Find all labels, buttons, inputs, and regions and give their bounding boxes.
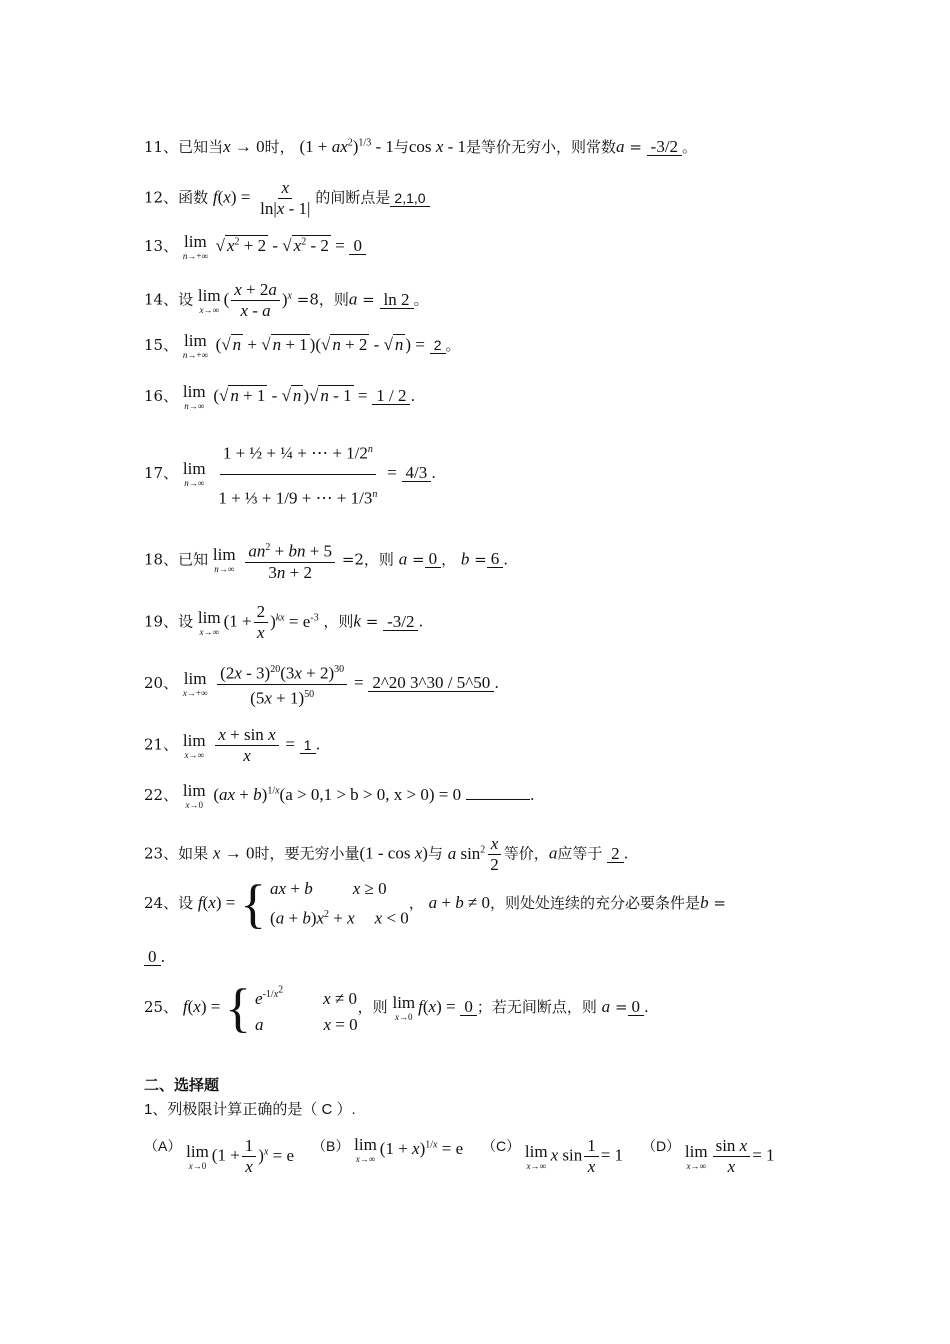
answer-blank: 0 bbox=[460, 999, 477, 1016]
answer-blank: -3/2 bbox=[383, 614, 418, 631]
option-d: （D） lim x→∞ $\frac{\text{sin x}}{x}$ = 1 bbox=[642, 1136, 775, 1176]
problem-15: 15、 lim n→+∞ (√ n + √ n + 1 )(√ n + 2 - √ n ) = 2 。 bbox=[144, 331, 461, 360]
problem-24-cont: 0 . bbox=[144, 948, 165, 966]
answer-blank: 1 bbox=[300, 737, 316, 754]
option-c: （C） lim x→∞ x sin $\frac{1}{x}$ = 1 bbox=[482, 1136, 624, 1176]
answer-blank bbox=[466, 799, 530, 800]
problem-25: 25、 f(x) = { $e^{-1/x^2}$ x ≠ 0 a x = 0 ，则 lim x→0 f(x) = 0 ；若无间断点，则 a = 0 . bbox=[144, 977, 649, 1038]
answer-blank: 2^20 3^30 / 5^50 bbox=[368, 675, 494, 692]
answer-blank: 1 / 2 bbox=[372, 388, 410, 405]
answer-blank: -3/2 bbox=[647, 139, 682, 156]
answer-blank: 0 bbox=[144, 949, 161, 966]
problem-24: 24、设 f(x) = { ax + b x ≥ 0 $(a + b)x^2 + x$ x < 0 ， a + b ≠ 0，则处处连续的充分必要条件是b = bbox=[144, 873, 726, 934]
problem-18: 18、已知 lim n→∞ $\frac{an^2 + bn + 5}{3n + 2}$ =2，则 a = 0 ， b = 6 . bbox=[144, 538, 508, 583]
question-1: 1、列极限计算正确的是（ C ）. bbox=[144, 1101, 356, 1118]
answer-blank: 4/3 bbox=[402, 465, 432, 482]
problem-12: 12、函数 f(x) = $\frac{x}{\ln|x - 1|}$ 的间断点是 2,1,0 bbox=[144, 178, 430, 219]
section-heading: 二、选择题 bbox=[144, 1077, 220, 1094]
option-b: （B） lim x→∞ $(1 + x)^{1/x} = e$ bbox=[312, 1135, 464, 1164]
problem-17: 17、 lim n→∞ $\frac{1 + \frac{1}{2} + \frac{1}{4} + \cdots + 1/2^n}{1 + \frac{1}{3} + 1/9 + \cdots + 1/3^n}$ = 4/3 . bbox=[144, 430, 436, 518]
answer-blank: 0 bbox=[628, 999, 645, 1016]
answer-blank: 2 bbox=[607, 846, 624, 863]
answer-blank: 2,1,0 bbox=[390, 190, 429, 207]
answer-blank: 0 bbox=[349, 238, 366, 255]
problem-11: 11、已知当x → 0时， $(1 + ax^2)^{1/3} - 1$与cos x - 1是等价无穷小，则常数a = -3/2 。 bbox=[144, 137, 698, 156]
problem-13: 13、 lim n→+∞ √ $x^2 + 2$ - √ $x^2 - 2 = 0$ bbox=[144, 233, 366, 261]
answer-blank: 0 bbox=[425, 551, 442, 568]
problem-14: 14、设 lim x→∞ ( $\frac{x + 2a}{x - a}$ )$^x$ =8，则a = ln 2 。 bbox=[144, 280, 429, 320]
problem-19: 19、设 lim x→∞ (1 + $\frac{2}{x}$ )$^{kx} = e^{-3}$ ，则k = -3/2 . bbox=[144, 602, 424, 642]
problem-22: 22、 lim x→0 (ax + b)$^{1/x}$(a > 0,1 > b > 0, x > 0) = 0 . bbox=[144, 781, 535, 810]
problem-20: 20、 lim x→+∞ $\frac{(2x - 3)^{20}(3x + 2)^{30}}{(5x + 1)^{50}}$ = 2^20 3^30 / 5^50 . bbox=[144, 660, 499, 708]
answer-blank: ln 2 bbox=[380, 292, 414, 309]
problem-16: 16、 lim n→∞ (√ n + 1 - √ n )√ n - 1 = 1 / 2 . bbox=[144, 382, 416, 411]
answer-blank: 2 bbox=[430, 337, 446, 354]
answer-blank: 6 bbox=[487, 551, 504, 568]
option-a: （A） lim x→0 (1 + $\frac{1}{x}$ )$^x$ = e bbox=[144, 1136, 295, 1176]
problem-23: 23、如果 x → 0时，要无穷小量(1 - cos x)与 a $\sin^2$ $\frac{x}{2}$ 等价，a应等于 2 . bbox=[144, 834, 629, 874]
problem-21: 21、 lim x→∞ $\frac{\text{x + sin x}}{x}$ = 1 . bbox=[144, 725, 321, 765]
